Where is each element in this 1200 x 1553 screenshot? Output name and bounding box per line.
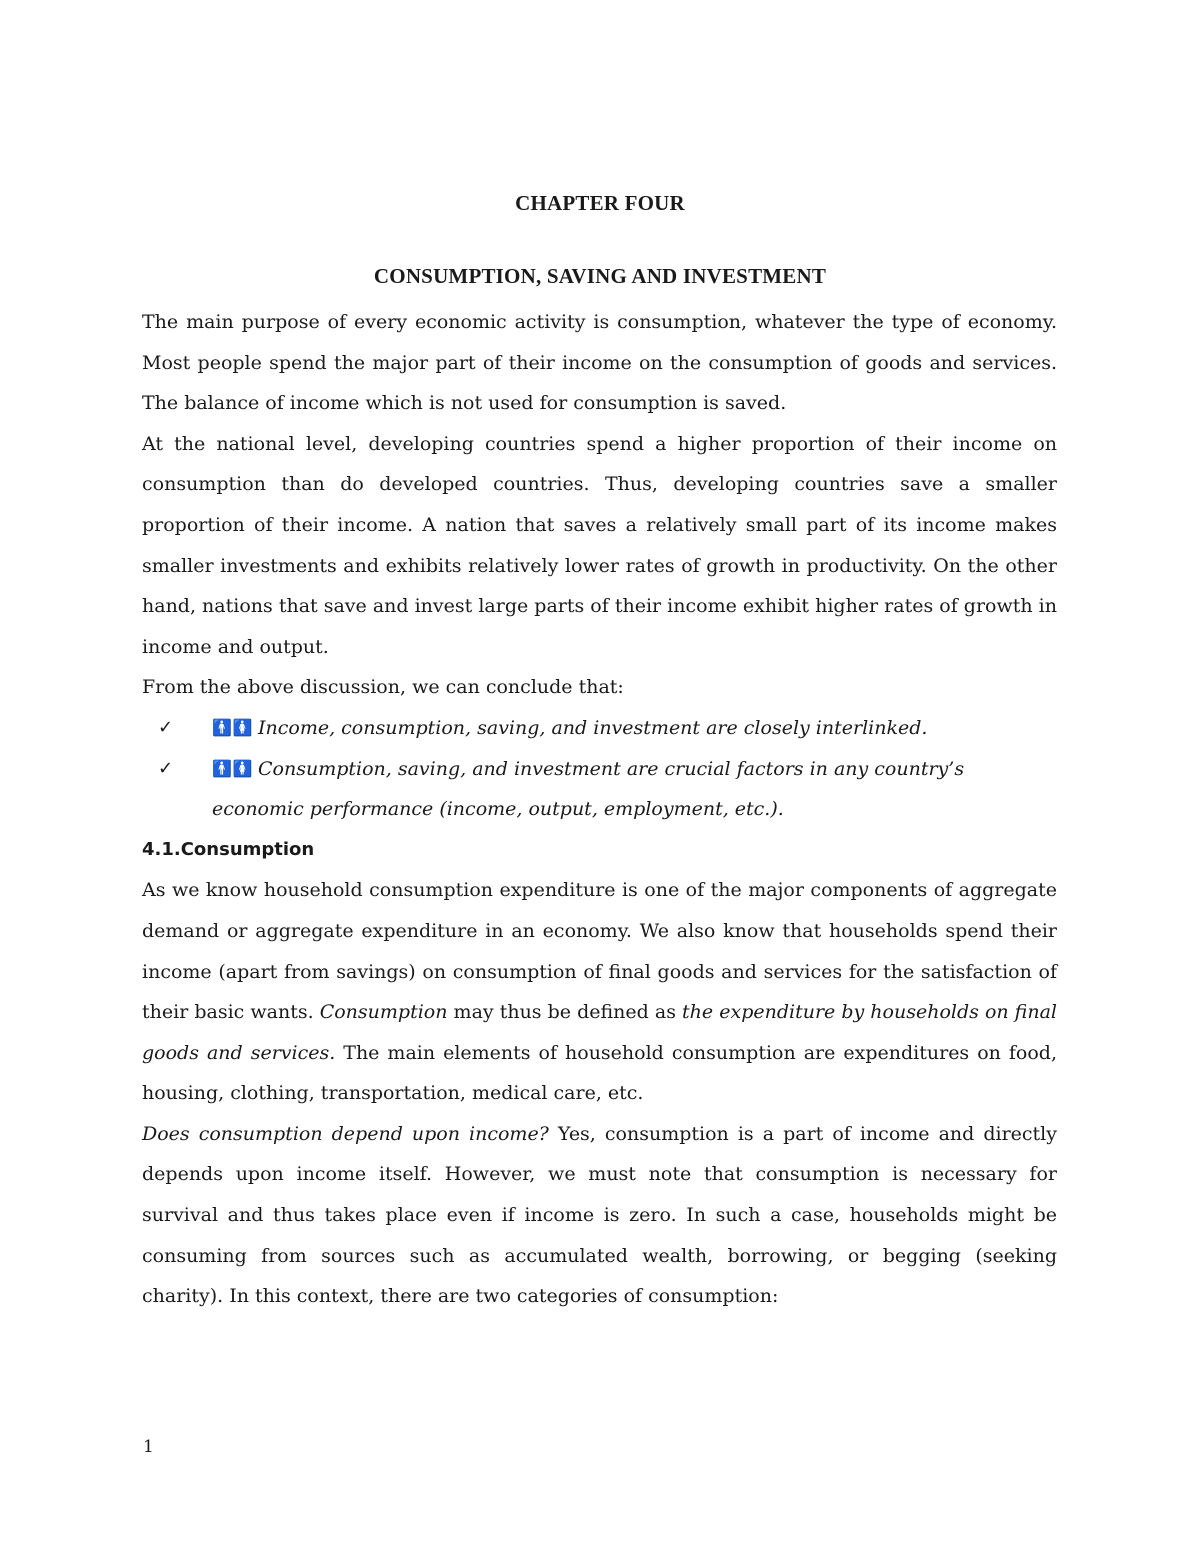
question-text: Does consumption depend upon income? [142,1122,549,1145]
definition-text-part3: . The main elements of household consumption are expenditures on food, housing, clothing, transportation, medical care, etc. [142,1041,1057,1105]
people-icon: 🚹🚺 [212,717,254,737]
check-icon: ✓ [158,757,174,779]
conclusion-list [142,708,1057,830]
answer-text: Yes, consumption is a part of income and directly depends upon income itself. However, we must note that consumption is necessary for survival and thus takes place even if income is zero. In such a case, households might be consuming from sources such as accumulated wealth, borrowing, or begging (seeking charity). In this context, there are two categories of consumption: [142,1122,1057,1308]
list-item [142,708,1057,749]
definition-text-part2: may thus be defined as [447,1001,683,1024]
people-icon: 🚹🚺 [212,758,254,778]
paragraph-consumption-definition [142,870,1057,1114]
list-item [142,749,1057,830]
term-consumption: Consumption [319,1001,448,1024]
list-item-text: Income, consumption, saving, and investment are closely interlinked. [258,716,928,739]
body-text [142,302,1057,1317]
chapter-title: CHAPTER FOUR [515,191,685,215]
page-number: 1 [143,1437,154,1457]
paragraph-conclusion-lead: From the above discussion, we can conclude that: [142,676,624,699]
list-item-text: Consumption, saving, and investment are crucial factors in any country’s economic performance (income, output, employment, etc.). [212,757,965,821]
chapter-subtitle: CONSUMPTION, SAVING AND INVESTMENT [373,264,827,288]
paragraph-intro: The main purpose of every economic activity is consumption, whatever the type of economy. Most people spend the major part of their income on the consumption of goods and services. The balance of income which is not used for consumption is saved. [142,311,1057,415]
section-heading: 4.1.Consumption [142,838,315,860]
paragraph-national-level: At the national level, developing countries spend a higher proportion of their income on consumption than do developed countries. Thus, developing countries save a smaller proportion of their income. A nation that saves a relatively small part of its income makes smaller investments and exhibits relatively lower rates of growth in productivity. On the other hand, nations that save and invest large parts of their income exhibit higher rates of growth in income and output. [142,432,1057,658]
definition-phrase: the expenditure by households on final goods and services [142,1001,1058,1064]
check-icon: ✓ [158,716,174,738]
definition-text-part1: As we know household consumption expenditure is one of the major components of aggregate demand or aggregate expenditure in an economy. We also know that households spend their income (apart from savings) on consumption of final goods and services for the satisfaction of their basic wants. [142,879,1057,1024]
paragraph-income-dependence [142,1114,1057,1317]
